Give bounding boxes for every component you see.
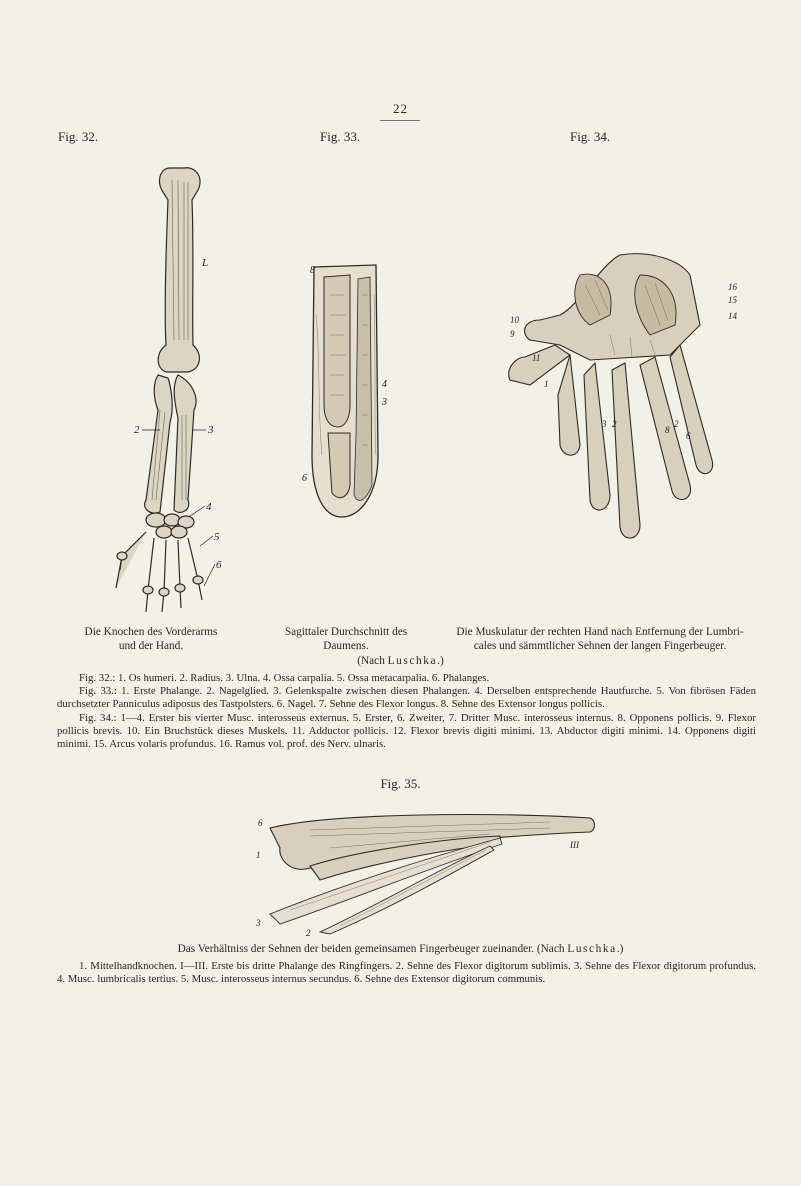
fig-35-callout-2: 2 <box>306 928 311 936</box>
fig-34-callout-2b: 2 <box>674 419 679 429</box>
fig-34-callout-10: 10 <box>510 315 519 325</box>
fig-33-label: Fig. 33. <box>320 129 361 144</box>
fig-32-callout-6: 6 <box>216 559 222 571</box>
fig-35-callout-1: 1 <box>256 850 261 860</box>
fig-33-callout-8: 8 <box>310 265 315 276</box>
fig-35-label: Fig. 35. <box>380 776 421 791</box>
fig-34-callout-16: 16 <box>728 282 737 292</box>
fig-35-callout-6: 6 <box>258 818 263 828</box>
fig-33-callout-3: 3 <box>382 397 387 408</box>
fig-34-label: Fig. 34. <box>570 129 611 144</box>
fig-34-callout-8: 8 <box>665 425 670 435</box>
fig-35-legend: 1. Mittelhandknochen. I—III. Erste bis dritte Phalange des Ringfingers. 2. Sehne des Flexor digitorum sublimis. 3. Sehne des Flexor digitorum profundus. 4. Musc. lumbricalis tertius. 5. Musc. interosseus internus secundus. 6. Sehne des Extensor digitorum communis. <box>57 960 756 986</box>
fig-34-caption: Die Muskulatur der rechten Hand nach Entfernung der Lumbri- cales und sämmtlicher Sehnen der langen Fingerbeuger. <box>456 626 744 652</box>
fig-34-legend: Fig. 34.: 1—4. Erster bis vierter Musc. interosseus externus. 5. Erster, 6. Zweiter, 7. Dritter Musc. interosseus internus. 8. Opponens pollicis. 9. Flexor pollicis brevis. 10. Ein Bruchstück dieses Muskels. 11. Adductor pollicis. 12. Flexor brevis digiti minimi. 13. Abductor digiti minimi. 14. Opponens digiti minimi. 15. Arcus volaris profundus. 16. Ramus vol. prof. des Nerv. ulnaris. <box>57 711 756 751</box>
fig-34-hand-muscles-illustration <box>500 245 740 545</box>
fig-32-forearm-bones-illustration <box>108 160 223 615</box>
fig-34-callout-2a: 2 <box>612 419 617 429</box>
fig-32-caption: Die Knochen des Vorderarms und der Hand. <box>84 626 218 652</box>
fig-33-caption: Sagittaler Durchschnitt des Daumens. <box>284 626 408 652</box>
fig-32-legend: Fig. 32.: 1. Os humeri. 2. Radius. 3. Ulna. 4. Ossa carpalia. 5. Ossa metacarpalia. 6. Phalanges. <box>79 672 490 684</box>
fig-34-callout-6: 6 <box>686 431 691 441</box>
fig-35-legend-block <box>57 960 756 986</box>
fig-34-callout-3: 3 <box>602 419 607 429</box>
fig-33-legend: Fig. 33.: 1. Erste Phalange. 2. Nagelglied. 3. Gelenkspalte zwischen diesen Phalangen. 4. Derselben entsprechende Hautfurche. 5. Von fibrösen Fäden durchsetzter Panniculus adiposus des Tastpolsters. 6. Nagel. 7. Sehne des Flexor longus. 8. Sehne des Extensor longus pollicis. <box>57 685 756 711</box>
fig-32-label: Fig. 32. <box>58 129 99 144</box>
fig-34-callout-11: 11 <box>532 353 541 363</box>
fig-34-callout-9: 9 <box>510 329 515 339</box>
fig-33-callout-6: 6 <box>302 473 307 484</box>
figure-legends-block <box>57 672 756 751</box>
fig-33-callout-4: 4 <box>382 379 387 390</box>
page-number-rule <box>380 120 420 121</box>
fig-35-callout-iii: III <box>570 840 579 850</box>
fig-32-callout-5: 5 <box>214 531 220 543</box>
fig-34-callout-15: 15 <box>728 295 737 305</box>
fig-35-caption: Das Verhältniss der Sehnen der beiden gemeinsamen Fingerbeuger zueinander. (Nach Luschka.) <box>177 943 624 955</box>
fig-32-callout-3: 3 <box>208 424 214 436</box>
fig-33-thumb-section-illustration <box>300 255 390 525</box>
fig-35-callout-3: 3 <box>256 918 261 928</box>
top-attribution: (Nach Luschka.) <box>357 655 444 667</box>
fig-34-callout-14: 14 <box>728 311 737 321</box>
fig-34-callout-1: 1 <box>544 379 549 389</box>
fig-32-callout-2: 2 <box>134 424 140 436</box>
fig-32-callout-l: L <box>202 257 209 269</box>
fig-35-tendon-illustration <box>250 808 600 936</box>
fig-32-callout-4: 4 <box>206 501 212 513</box>
page-number: 22 <box>393 101 408 116</box>
